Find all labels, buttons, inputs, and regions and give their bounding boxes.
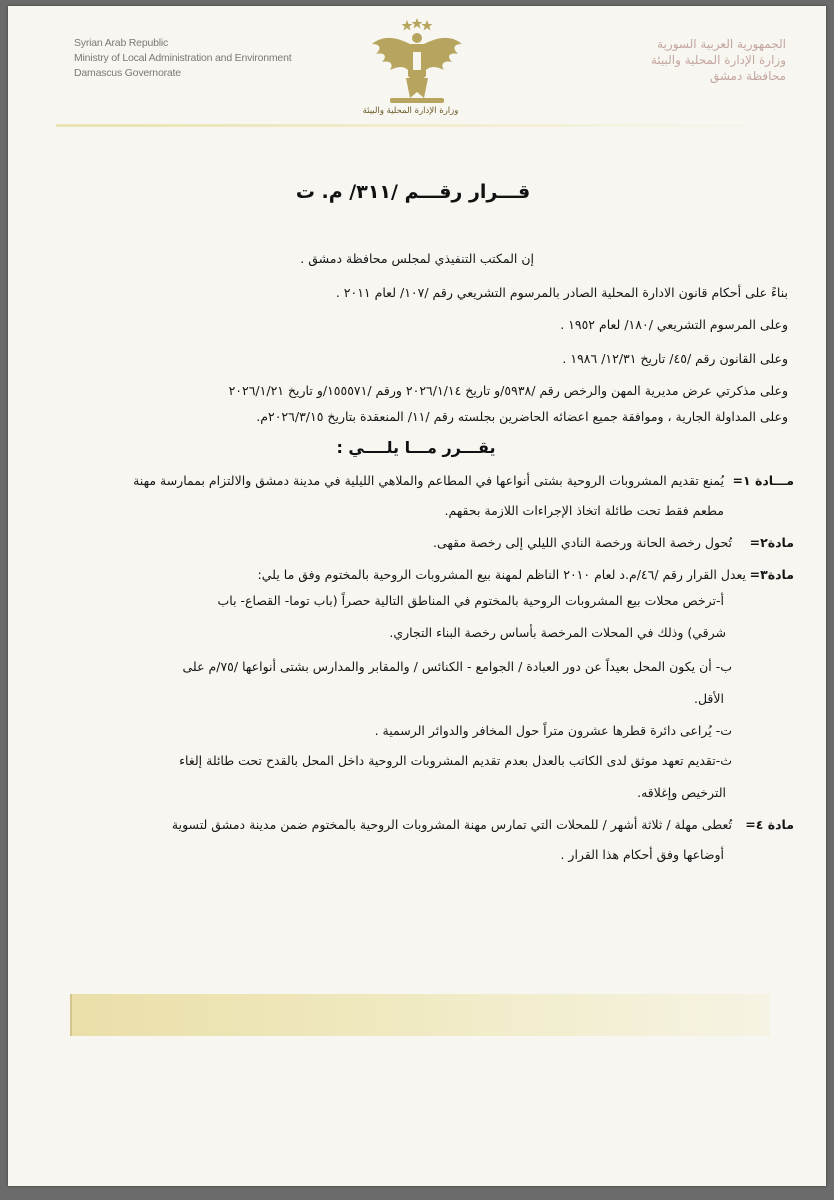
article-text: أوضاعها وفق أحكام هذا القرار . xyxy=(560,847,724,862)
emblem-caption: وزارة الإدارة المحلية والبيئة xyxy=(362,106,459,116)
article-text: تُحول رخصة الحانة ورخصة النادي الليلي إلى رخصة مقهى. xyxy=(433,535,732,550)
preamble-line: بناءً على أحكام قانون الادارة المحلية الصادر بالمرسوم التشريعي رقم /١٠٧/ لعام ٢٠١١ . xyxy=(335,285,788,300)
document-page xyxy=(8,6,826,1186)
header-arabic xyxy=(556,36,786,84)
article-text: مطعم فقط تحت طائلة اتخاذ الإجراءات اللازمة بحقهم. xyxy=(444,503,724,518)
clause-text: الأقل. xyxy=(693,691,724,706)
decision-title: قـــرار رقـــم /٣١١/ م. ت xyxy=(295,181,531,203)
article-label: مادة٢= xyxy=(749,535,794,550)
article-text: يُمنع تقديم المشروبات الروحية بشتى أنواعها في المطاعم والملاهي الليلية في مدينة دمشق والالتزام بممارسة مهنة xyxy=(133,473,724,488)
clause-text: أ-ترخص محلات بيع المشروبات الروحية بالمختوم في المناطق التالية حصراً (باب توما- القصاع- باب xyxy=(217,593,724,608)
article-text: يعدل القرار رقم /٤٦/م.د لعام ٢٠١٠ الناظم لمهنة بيع المشروبات الروحية بالمختوم وفق ما يلي: xyxy=(257,567,746,582)
preamble-line: وعلى مذكرتي عرض مديرية المهن والرخص رقم /٥٩٣٨/و تاريخ ٢٠٢٦/١/١٤ ورقم /١٥٥٥٧١/و تاريخ ٢٠٢٦/١/٢١ xyxy=(228,383,788,398)
header-divider xyxy=(56,124,786,127)
article-label: مـــادة ١= xyxy=(732,473,794,488)
footer-band xyxy=(70,994,770,1036)
preamble-line: وعلى المداولة الجارية ، وموافقة جميع اعضائه الحاضرين بجلسته رقم /١١/ المنعقدة بتاريخ ٢٠٢٦/٣/١٥م. xyxy=(256,409,788,424)
preamble-line: وعلى القانون رقم /٤٥/ تاريخ ١٢/٣١/ ١٩٨٦ . xyxy=(562,351,788,366)
header-english-line: Syrian Arab Republic xyxy=(74,37,169,49)
header-arabic-line: وزارة الإدارة المحلية والبيئة xyxy=(650,53,786,67)
clause-text: ت- يُراعى دائرة قطرها عشرون متراً حول المخافر والدوائر الرسمية . xyxy=(374,723,732,738)
header-arabic-line: الجمهورية العربية السورية xyxy=(657,37,786,51)
preamble-line: إن المكتب التنفيذي لمجلس محافظة دمشق . xyxy=(300,251,534,266)
preamble-line: وعلى المرسوم التشريعي /١٨٠/ لعام ١٩٥٢ . xyxy=(560,317,788,332)
clause-text: ب- أن يكون المحل بعيداً عن دور العبادة / الجوامع - الكنائس / والمقابر والمدارس بشتى أنواعها /٧٥/م على xyxy=(182,659,732,674)
article-label: مادة٣= xyxy=(749,567,794,582)
article-label: مادة ٤= xyxy=(745,817,794,832)
decides-heading: يقـــرر مـــا يلــــي : xyxy=(336,438,496,457)
clause-text: شرقي) وذلك في المحلات المرخصة بأساس رخصة البناء التجاري. xyxy=(389,625,726,640)
clause-text: الترخيص وإغلاقه. xyxy=(637,785,726,800)
article-text: تُعطى مهلة / ثلاثة أشهر / للمحلات التي تمارس مهنة المشروبات الروحية بالمختوم ضمن مدينة دمشق لتسوية xyxy=(171,817,732,832)
header-english-line: Damascus Governorate xyxy=(74,67,181,79)
header-english-line: Ministry of Local Administration and Environment xyxy=(74,52,292,64)
clause-text: ث-تقديم تعهد موثق لدى الكاتب بالعدل بعدم تقديم المشروبات الروحية داخل المحل بالقدح تحت طائلة إلغاء xyxy=(179,753,732,768)
header-english xyxy=(74,36,354,81)
header-arabic-line: محافظة دمشق xyxy=(709,69,786,83)
